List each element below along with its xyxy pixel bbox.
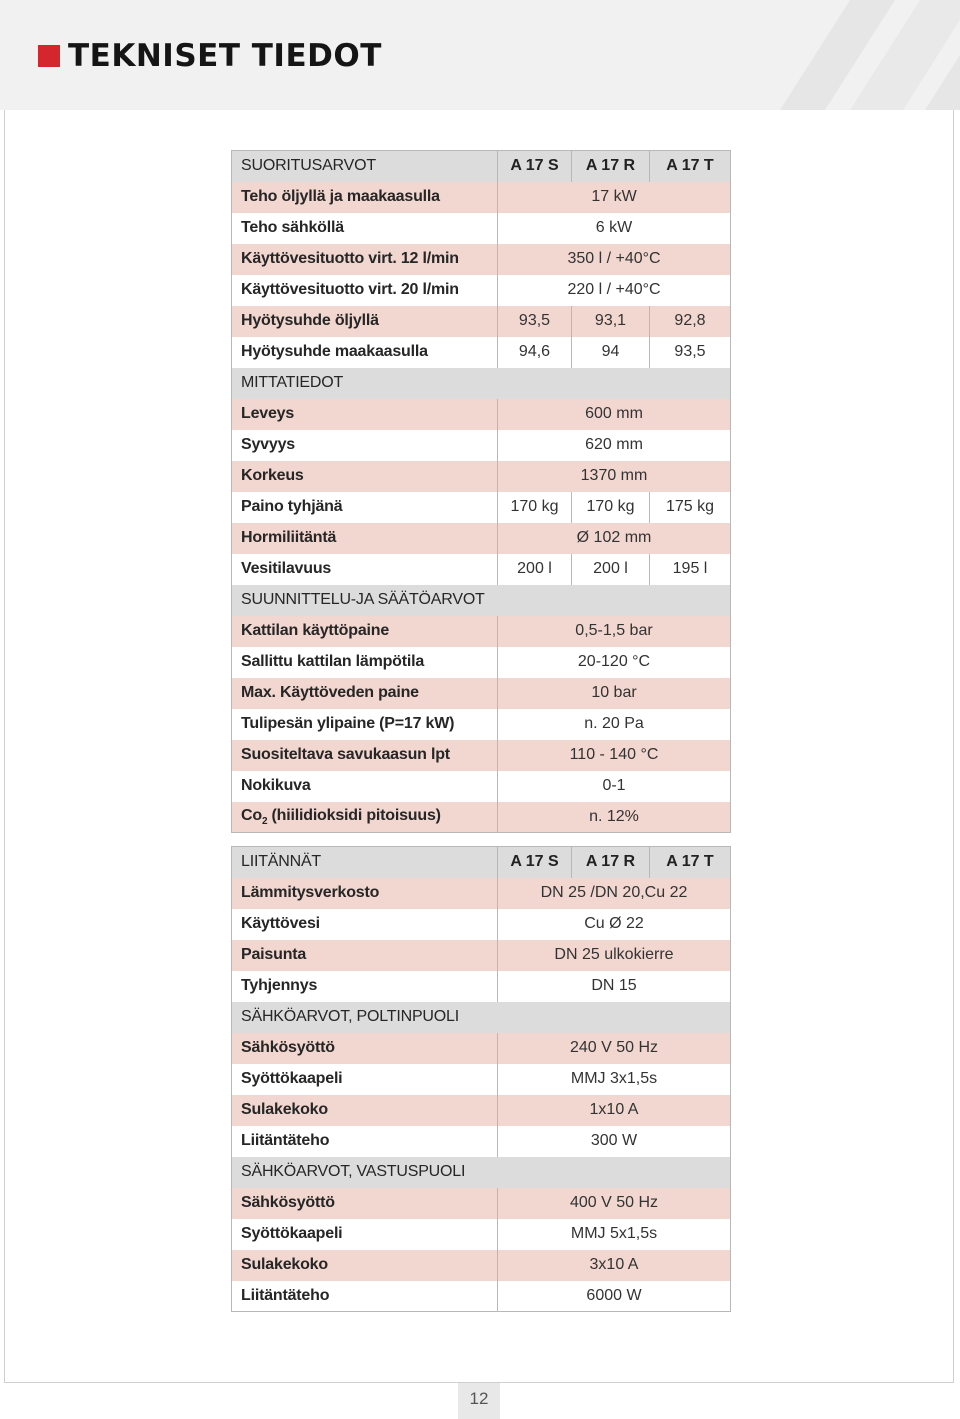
table-row xyxy=(232,940,731,971)
page-number: 12 xyxy=(458,1383,500,1419)
table-row xyxy=(232,399,731,430)
table-row xyxy=(232,1095,731,1126)
row-value: 170 kg xyxy=(498,492,572,523)
row-label: Käyttövesituotto virt. 20 l/min xyxy=(232,275,498,306)
row-value: 620 mm xyxy=(498,430,731,461)
table-row xyxy=(232,1219,731,1250)
row-value: 240 V 50 Hz xyxy=(498,1033,731,1064)
table-row xyxy=(232,430,731,461)
table-header-row xyxy=(232,151,731,182)
table-row xyxy=(232,1126,731,1157)
table-row xyxy=(232,461,731,492)
row-value: MMJ 5x1,5s xyxy=(498,1219,731,1250)
row-label: Suositeltava savukaasun lpt xyxy=(232,740,498,771)
model-column-header: A 17 S xyxy=(498,847,572,878)
table-row xyxy=(232,1033,731,1064)
row-value: DN 25 ulkokierre xyxy=(498,940,731,971)
row-label: Syöttökaapeli xyxy=(232,1219,498,1250)
table-row xyxy=(232,616,731,647)
row-value: 170 kg xyxy=(572,492,650,523)
table-row xyxy=(232,1281,731,1312)
table-row xyxy=(232,771,731,802)
row-label: Paisunta xyxy=(232,940,498,971)
table-row xyxy=(232,647,731,678)
row-label: Sallittu kattilan lämpötila xyxy=(232,647,498,678)
table-row xyxy=(232,523,731,554)
row-label: Syvyys xyxy=(232,430,498,461)
row-value: 195 l xyxy=(650,554,731,585)
row-label: Lämmitysverkosto xyxy=(232,878,498,909)
table-header-label: LIITÄNNÄT xyxy=(232,847,498,878)
table-header-label: SUORITUSARVOT xyxy=(232,151,498,182)
row-value: 6000 W xyxy=(498,1281,731,1312)
row-value: 6 kW xyxy=(498,213,731,244)
row-value: 220 l / +40°C xyxy=(498,275,731,306)
row-value: DN 25 /DN 20,Cu 22 xyxy=(498,878,731,909)
row-label: Käyttövesi xyxy=(232,909,498,940)
model-column-header: A 17 R xyxy=(572,151,650,182)
decorative-stripes xyxy=(720,0,960,110)
performance-spec-table xyxy=(231,150,731,833)
row-value: Cu Ø 22 xyxy=(498,909,731,940)
table-row xyxy=(232,337,731,368)
table-row xyxy=(232,1188,731,1219)
row-value: n. 20 Pa xyxy=(498,709,731,740)
row-value: 300 W xyxy=(498,1126,731,1157)
section-title: SÄHKÖARVOT, VASTUSPUOLI xyxy=(232,1157,731,1188)
row-label-part: (hiilidioksidi pitoisuus) xyxy=(267,806,441,824)
connections-spec-table xyxy=(231,846,731,1312)
table-row xyxy=(232,878,731,909)
table-row xyxy=(232,492,731,523)
table-row xyxy=(232,554,731,585)
section-title: SUUNNITTELU-JA SÄÄTÖARVOT xyxy=(232,585,731,616)
row-label: Paino tyhjänä xyxy=(232,492,498,523)
section-title: SÄHKÖARVOT, POLTINPUOLI xyxy=(232,1002,731,1033)
row-value: 1370 mm xyxy=(498,461,731,492)
row-value: 17 kW xyxy=(498,182,731,213)
row-value: 93,5 xyxy=(650,337,731,368)
row-label: Tyhjennys xyxy=(232,971,498,1002)
row-value: 200 l xyxy=(572,554,650,585)
row-label: Teho sähköllä xyxy=(232,213,498,244)
row-value: DN 15 xyxy=(498,971,731,1002)
model-column-header: A 17 R xyxy=(572,847,650,878)
row-value: 10 bar xyxy=(498,678,731,709)
table-row xyxy=(232,971,731,1002)
section-header-row xyxy=(232,1002,731,1033)
section-title: MITTATIEDOT xyxy=(232,368,731,399)
table-row xyxy=(232,244,731,275)
row-value: 93,1 xyxy=(572,306,650,337)
row-label: Sähkösyöttö xyxy=(232,1033,498,1064)
row-label: Liitäntäteho xyxy=(232,1281,498,1312)
row-label: Vesitilavuus xyxy=(232,554,498,585)
row-label: Korkeus xyxy=(232,461,498,492)
row-label xyxy=(232,802,498,833)
row-value: n. 12% xyxy=(498,802,731,833)
row-label-part: Co xyxy=(241,806,262,824)
section-header-row xyxy=(232,585,731,616)
row-value: 350 l / +40°C xyxy=(498,244,731,275)
model-column-header: A 17 T xyxy=(650,151,731,182)
row-value: 0-1 xyxy=(498,771,731,802)
row-label: Hyötysuhde maakaasulla xyxy=(232,337,498,368)
table-row xyxy=(232,1064,731,1095)
table-row xyxy=(232,740,731,771)
row-label: Hormiliitäntä xyxy=(232,523,498,554)
model-column-header: A 17 T xyxy=(650,847,731,878)
row-value: 110 - 140 °C xyxy=(498,740,731,771)
model-column-header: A 17 S xyxy=(498,151,572,182)
row-value: 175 kg xyxy=(650,492,731,523)
row-value: 0,5-1,5 bar xyxy=(498,616,731,647)
table-row xyxy=(232,1250,731,1281)
table-row xyxy=(232,802,731,833)
row-label: Liitäntäteho xyxy=(232,1126,498,1157)
row-value: 20-120 °C xyxy=(498,647,731,678)
row-value: 94 xyxy=(572,337,650,368)
row-value: 600 mm xyxy=(498,399,731,430)
table-header-row xyxy=(232,847,731,878)
row-label: Syöttökaapeli xyxy=(232,1064,498,1095)
table-row xyxy=(232,213,731,244)
title-accent-square xyxy=(38,45,60,67)
table-row xyxy=(232,306,731,337)
table-row xyxy=(232,275,731,306)
row-label-subscript: 2 xyxy=(261,815,268,827)
row-value: 92,8 xyxy=(650,306,731,337)
row-label: Hyötysuhde öljyllä xyxy=(232,306,498,337)
row-value: 94,6 xyxy=(498,337,572,368)
row-label: Sähkösyöttö xyxy=(232,1188,498,1219)
row-value: 1x10 A xyxy=(498,1095,731,1126)
page-title: TEKNISET TIEDOT xyxy=(68,38,382,74)
row-label: Nokikuva xyxy=(232,771,498,802)
table-row xyxy=(232,678,731,709)
page-header xyxy=(0,0,960,110)
row-label: Teho öljyllä ja maakaasulla xyxy=(232,182,498,213)
row-label: Sulakekoko xyxy=(232,1250,498,1281)
row-label: Leveys xyxy=(232,399,498,430)
row-value: MMJ 3x1,5s xyxy=(498,1064,731,1095)
row-value: 400 V 50 Hz xyxy=(498,1188,731,1219)
row-label: Kattilan käyttöpaine xyxy=(232,616,498,647)
row-value: Ø 102 mm xyxy=(498,523,731,554)
row-value: 93,5 xyxy=(498,306,572,337)
row-label: Max. Käyttöveden paine xyxy=(232,678,498,709)
section-header-row xyxy=(232,368,731,399)
section-header-row xyxy=(232,1157,731,1188)
row-label: Käyttövesituotto virt. 12 l/min xyxy=(232,244,498,275)
table-row xyxy=(232,709,731,740)
table-row xyxy=(232,909,731,940)
row-label: Tulipesän ylipaine (P=17 kW) xyxy=(232,709,498,740)
row-label: Sulakekoko xyxy=(232,1095,498,1126)
row-value: 200 l xyxy=(498,554,572,585)
table-row xyxy=(232,182,731,213)
row-value: 3x10 A xyxy=(498,1250,731,1281)
